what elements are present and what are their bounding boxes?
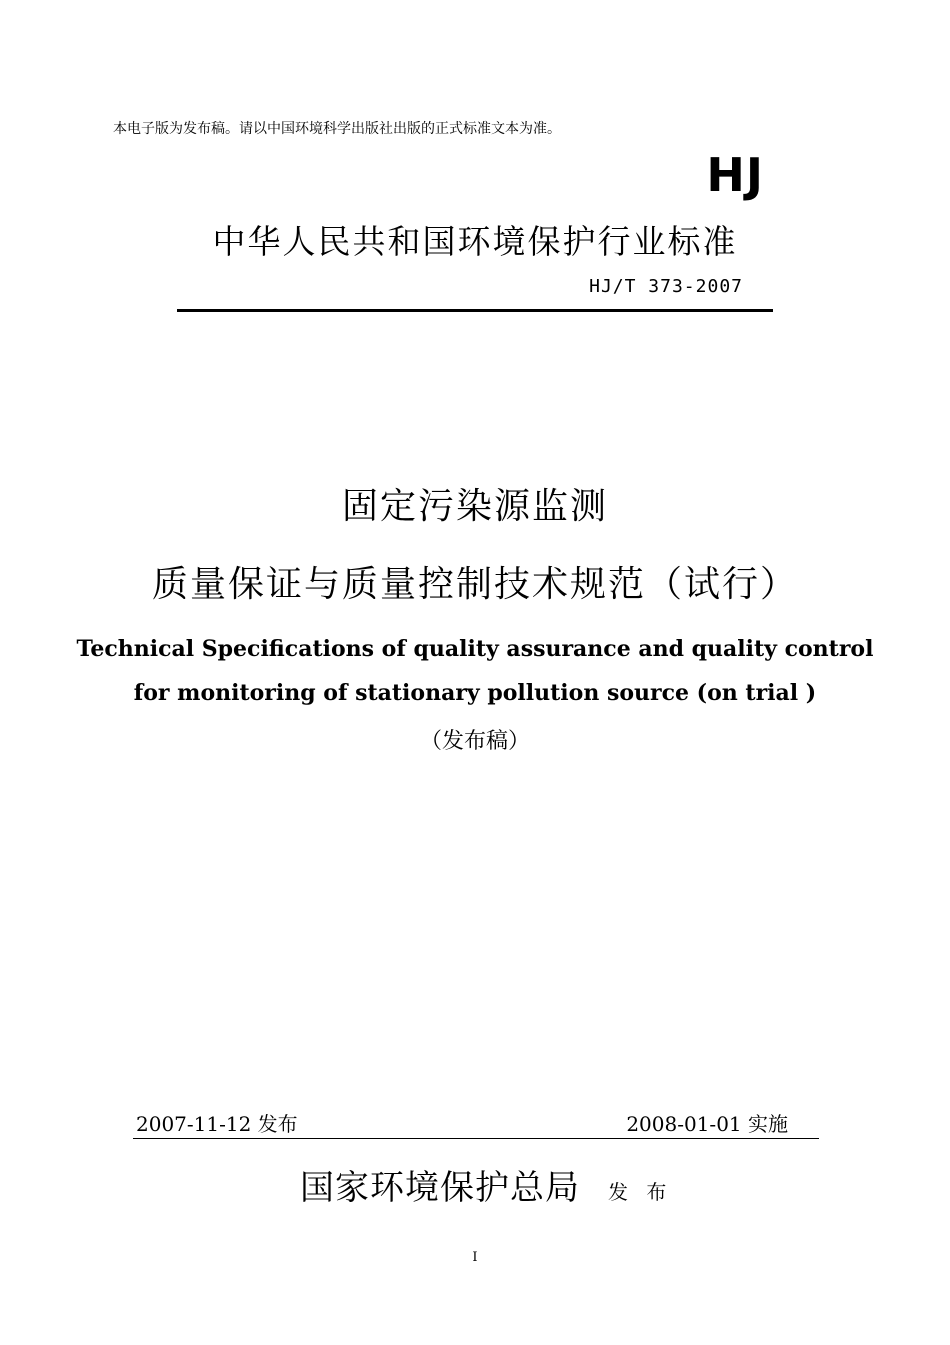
- draft-label: （发布稿）: [419, 729, 530, 754]
- issuing-label: 发 布: [608, 1180, 673, 1204]
- footer-divider: [133, 1138, 819, 1139]
- document-title-line-2: 质量保证与质量控制技术规范（试行）: [151, 564, 798, 605]
- header-divider: [177, 309, 773, 312]
- issuing-authority: 国家环境保护总局: [300, 1168, 580, 1208]
- standard-code: HJ/T 373-2007: [589, 276, 743, 297]
- english-title-line-1: Technical Specifications of quality assurance and quality control: [76, 636, 874, 662]
- english-title-line-2: for monitoring of stationary pollution source (on trial ): [133, 680, 817, 706]
- release-notice: 本电子版为发布稿。请以中国环境科学出版社出版的正式标准文本为准。: [113, 121, 561, 137]
- document-title-line-1: 固定污染源监测: [341, 486, 608, 527]
- page-number: I: [472, 1250, 478, 1265]
- effective-date: 2008-01-01 实施: [626, 1112, 788, 1136]
- standard-category-mark: HJ: [706, 148, 764, 202]
- issue-date: 2007-11-12 发布: [136, 1112, 298, 1136]
- standard-series-title: 中华人民共和国环境保护行业标准: [212, 222, 738, 261]
